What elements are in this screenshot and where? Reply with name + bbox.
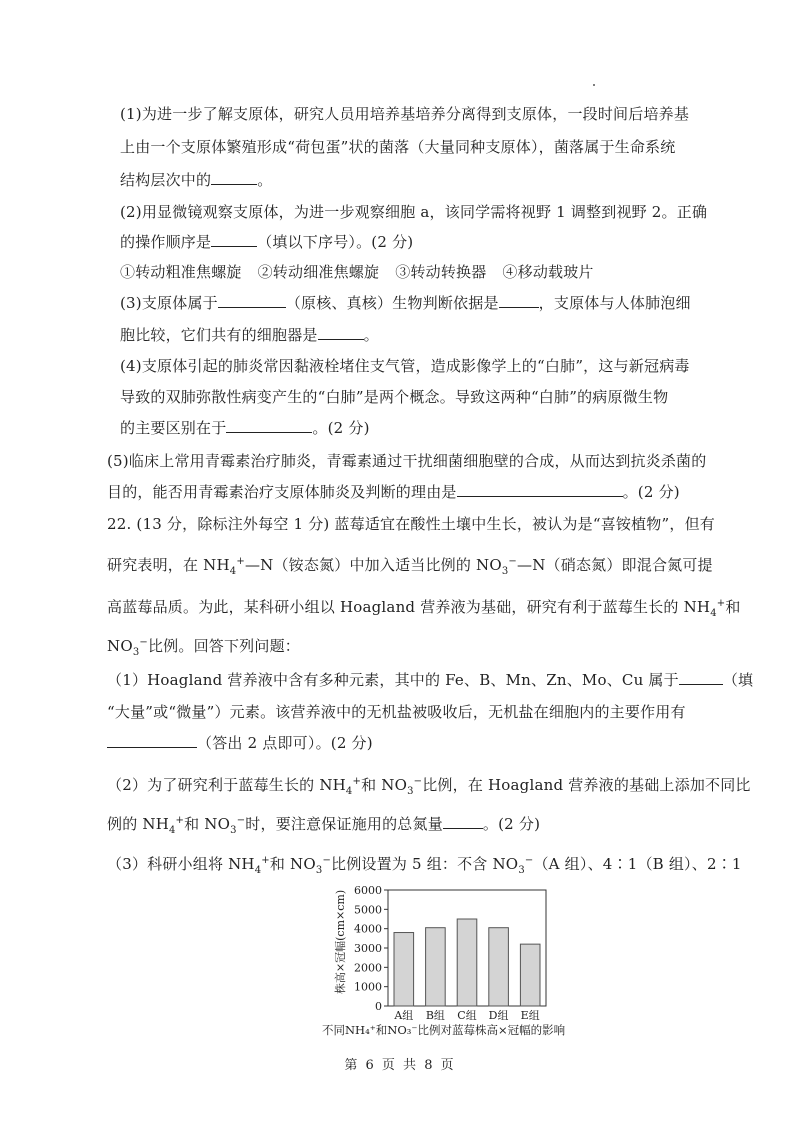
y-tick-label: 1000 xyxy=(354,980,382,994)
q21-p3-text3: ，支原体与人体肺泡细 xyxy=(538,294,691,312)
q22-l4a: NO xyxy=(107,637,133,655)
q22-s3-t4: （A 组）、4∶1（B 组）、2∶1 xyxy=(533,855,742,873)
chart-ylabel: 株高×冠幅(cm×cm) xyxy=(334,889,347,995)
answer-blank[interactable] xyxy=(318,325,364,340)
sub-4: 4 xyxy=(254,865,262,876)
q22-s3-line1 xyxy=(107,848,742,884)
q21-p4-end: 。(2 分) xyxy=(312,419,370,437)
q22-s3-t3: 比例设置为 5 组：不含 NO xyxy=(331,855,519,873)
q22-s3-t2: 和 NO xyxy=(269,855,316,873)
q22-s1-line1 xyxy=(107,670,753,690)
q21-p4-text: 的主要区别在于 xyxy=(120,419,227,437)
q21-p2-line2 xyxy=(120,232,413,252)
q21-p1-line2: 上由一个支原体繁殖形成“荷包蛋”状的菌落（大量同种支原体），菌落属于生命系统 xyxy=(120,138,676,156)
bar xyxy=(394,933,414,1006)
answer-blank[interactable] xyxy=(443,814,483,829)
option-2: ②转动细准焦螺旋 xyxy=(257,263,380,281)
sub-3: 3 xyxy=(230,825,237,836)
q22-s1-text: （1）Hoagland 营养液中含有多种元素，其中的 Fe、B、Mn、Zn、Mo、Cu 属于 xyxy=(107,671,679,689)
x-tick-label: E组 xyxy=(520,1009,540,1020)
answer-blank[interactable] xyxy=(218,293,286,308)
sup-minus: − xyxy=(413,776,423,787)
sub-4: 4 xyxy=(168,825,176,836)
x-tick-label: B组 xyxy=(425,1009,445,1020)
q22-s2-t4: 例的 NH xyxy=(107,815,169,833)
q22-l2b: —N（铵态氮）中加入适当比例的 NO xyxy=(244,556,502,574)
q22-line3 xyxy=(107,591,741,627)
q22-s1-line2: “大量”或“微量”）元素。该营养液中的无机盐被吸收后，无机盐在细胞内的主要作用有 xyxy=(107,703,686,721)
y-tick-label: 0 xyxy=(375,1000,382,1013)
q22-s1-line3 xyxy=(107,733,373,753)
q22-s3-t1: （3）科研小组将 NH xyxy=(107,855,255,873)
x-tick-label: A组 xyxy=(394,1009,414,1020)
sup-plus: + xyxy=(236,556,245,567)
answer-blank[interactable] xyxy=(679,670,723,685)
sup-minus: − xyxy=(139,637,148,648)
y-tick-label: 4000 xyxy=(354,922,382,936)
y-tick-label: 6000 xyxy=(354,884,382,897)
q22-s2-end: 。(2 分) xyxy=(482,815,541,833)
sub-3: 3 xyxy=(501,566,509,577)
q22-l3-end: 和 xyxy=(725,598,741,616)
sub-3: 3 xyxy=(518,865,525,876)
q22-heading: 22. (13 分，除标注外每空 1 分) 蓝莓适宜在酸性土壤中生长，被认为是“喜铵植物”，但有 xyxy=(107,515,715,533)
sup-plus: + xyxy=(175,815,185,826)
q22-l2c: —N（硝态氮）即混合氮可提 xyxy=(517,556,713,574)
option-4: ④移动载玻片 xyxy=(502,263,594,281)
q22-s2-t5: 和 NO xyxy=(184,815,231,833)
answer-blank[interactable] xyxy=(226,418,312,433)
sub-4: 4 xyxy=(229,566,237,577)
q22-s2-t1: （2）为了研究利于蓝莓生长的 NH xyxy=(107,776,346,794)
q21-p4-line1: (4)支原体引起的肺炎常因黏液栓堵住支气管，造成影像学上的“白肺”，这与新冠病毒 xyxy=(120,357,690,375)
q21-p5-text: 目的，能否用青霉素治疗支原体肺炎及判断的理由是 xyxy=(107,483,457,501)
q21-p5-line1: (5)临床上常用青霉素治疗肺炎，青霉素通过干扰细菌细胞壁的合成，从而达到抗炎杀菌的 xyxy=(107,452,707,470)
sub-4: 4 xyxy=(345,786,353,797)
q21-p2-line1: (2)用显微镜观察支原体，为进一步观察细胞 a，该同学需将视野 1 调整到视野 2。正确 xyxy=(120,203,708,221)
q22-l4b: 比例。回答下列问题： xyxy=(147,637,300,655)
bar xyxy=(489,928,509,1006)
sub-3: 3 xyxy=(407,786,414,797)
sup-minus: − xyxy=(322,855,332,866)
sup-minus: − xyxy=(508,556,518,567)
bar xyxy=(520,944,540,1006)
bar xyxy=(457,919,477,1006)
q22-s2-line2 xyxy=(107,808,540,844)
sub-4: 4 xyxy=(710,608,717,619)
sup-plus: + xyxy=(352,776,362,787)
sup-minus: − xyxy=(236,815,246,826)
sub-3: 3 xyxy=(132,647,140,658)
q21-p1-end: 。 xyxy=(257,171,273,189)
q22-l2a: 研究表明，在 NH xyxy=(107,556,230,574)
y-tick-label: 3000 xyxy=(354,942,382,955)
y-tick-label: 5000 xyxy=(354,903,382,917)
x-tick-label: D组 xyxy=(488,1009,509,1020)
q21-p3-text1: (3)支原体属于 xyxy=(120,294,218,312)
q22-s2-line1 xyxy=(107,769,751,805)
option-1: ①转动粗准焦螺旋 xyxy=(120,263,242,281)
q22-s2-t3: 比例，在 Hoagland 营养液的基础上添加不同比 xyxy=(422,776,751,794)
q21-p1-text: 结构层次中的 xyxy=(120,171,212,189)
answer-blank[interactable] xyxy=(499,293,539,308)
q21-p1-line1: (1)为进一步了解支原体，研究人员用培养基培养分离得到支原体，一段时间后培养基 xyxy=(120,105,690,123)
q21-p3-line1 xyxy=(120,293,691,313)
q22-l3: 高蓝莓品质。为此，某科研小组以 Hoagland 营养液为基础，研究有利于蓝莓生长的 NH xyxy=(107,598,711,616)
q21-p4-line3 xyxy=(120,418,370,438)
q22-s2-t2: 和 NO xyxy=(361,776,408,794)
sub-3: 3 xyxy=(315,865,323,876)
y-tick-label: 2000 xyxy=(354,961,382,975)
q21-p3-text4: 胞比较，它们共有的细胞器是 xyxy=(120,326,318,344)
q22-line4 xyxy=(107,630,300,666)
q22-s1-end: （填 xyxy=(722,671,754,689)
q21-p5-line2 xyxy=(107,482,680,502)
chart-caption: 不同NH₄⁺和NO₃⁻比例对蓝莓株高×冠幅的影响 xyxy=(322,1023,566,1037)
x-tick-label: C组 xyxy=(457,1009,477,1020)
q21-p3-text2: （原核、真核）生物判断依据是 xyxy=(285,294,499,312)
q21-p3-line2 xyxy=(120,325,379,345)
answer-blank[interactable] xyxy=(211,232,257,247)
q21-options xyxy=(120,262,594,282)
option-3: ③转动转换器 xyxy=(395,263,487,281)
answer-blank[interactable] xyxy=(211,170,257,185)
sup-plus: + xyxy=(716,598,726,609)
q21-p3-end: 。 xyxy=(363,326,379,344)
q21-p4-line2: 导致的双肺弥散性病变产生的“白肺”是两个概念。导致这两种“白肺”的病原微生物 xyxy=(120,388,669,406)
q21-p2-end: （填以下序号）。(2 分) xyxy=(257,233,414,251)
bar xyxy=(426,928,446,1006)
q22-s2-t6: 时，要注意保证施用的总氮量 xyxy=(245,815,443,833)
q22-s1-end2: （答出 2 点即可）。(2 分) xyxy=(197,734,373,752)
page-footer: 第 6 页 共 8 页 xyxy=(344,1058,456,1073)
q22-line2 xyxy=(107,549,713,585)
scan-speck xyxy=(593,84,595,86)
q21-p5-end: 。(2 分) xyxy=(622,483,680,501)
bar-chart xyxy=(318,880,558,1020)
answer-blank[interactable] xyxy=(457,482,623,497)
answer-blank[interactable] xyxy=(107,733,197,748)
q21-p2-text: 的操作顺序是 xyxy=(120,233,212,251)
sup-plus: + xyxy=(261,855,270,866)
sup-minus: − xyxy=(524,855,534,866)
q21-p1-line3 xyxy=(120,170,272,190)
